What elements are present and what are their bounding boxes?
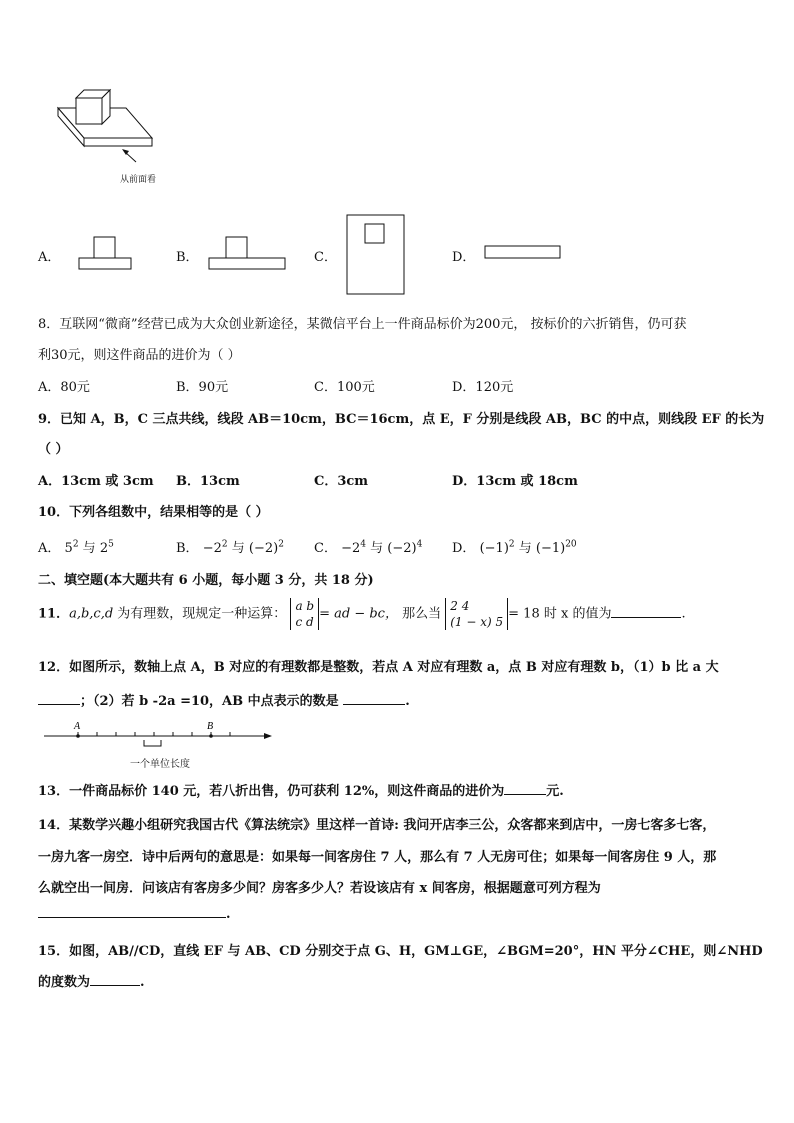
q10-a-mid: 与 <box>78 541 100 556</box>
q11-determinant-1 <box>290 598 319 630</box>
q11-number: 11． <box>38 606 70 622</box>
q9-line2: （ ） <box>38 442 69 457</box>
q8-option-d: D．120元 <box>452 380 514 395</box>
q10-b-exp2: 2 <box>278 539 284 550</box>
q11-vars: a,b,c,d <box>69 606 114 622</box>
q11-det1-row2: c d <box>295 615 314 629</box>
q10-c-base1: −2 <box>341 541 361 556</box>
q14-end: . <box>226 907 231 922</box>
q10-option-d <box>452 537 577 556</box>
q11-text2: 那么当 <box>397 606 442 622</box>
q13-answer-blank[interactable] <box>504 782 546 795</box>
point-a-label: A <box>74 721 81 732</box>
q15-end: . <box>140 975 145 990</box>
q11-eq2: = 18 时 x 的值为 <box>508 606 612 622</box>
q14-line4 <box>38 905 231 922</box>
point-b-label: B <box>207 721 214 732</box>
q10-b-base1: −2 <box>202 541 222 556</box>
q12-answer-blank-2[interactable] <box>343 692 405 705</box>
q8-line2: 利30元，则这件商品的进价为（ ） <box>38 348 241 363</box>
q11-det1-row1: a b <box>295 599 315 613</box>
q9-option-a: A．13cm 或 3cm <box>38 474 154 489</box>
q14-line2: 一房九客一房空．诗中后两句的意思是：如果每一间客房住 7 人，那么有 7 人无房可住；如果每一间客房住 9 人，那 <box>38 850 717 865</box>
q10-d-exp1: 2 <box>508 539 515 550</box>
q10-stem: 10．下列各组数中，结果相等的是（ ） <box>38 505 269 520</box>
q15-line2-text: 的度数为 <box>38 975 91 990</box>
figure-caption: 从前面看 <box>120 175 157 185</box>
q10-option-b-label: B． <box>176 541 199 556</box>
q10-option-c-label: C． <box>314 541 337 556</box>
q10-c-exp2: 4 <box>416 539 423 550</box>
q10-c-mid: 与 <box>366 541 388 556</box>
q15-answer-blank[interactable] <box>90 973 140 986</box>
q11-determinant-2 <box>445 598 508 630</box>
q10-a-exp1: 2 <box>72 539 79 550</box>
q7-option-d-label: D． <box>452 250 476 265</box>
q13-line <box>38 780 564 799</box>
point-b-dot <box>209 734 213 738</box>
q10-c-exp1: 4 <box>360 539 366 550</box>
q10-d-base1: (−1) <box>479 541 509 556</box>
q10-d-exp2: 20 <box>565 539 577 550</box>
q15-line2 <box>38 971 145 990</box>
q12-answer-blank-1[interactable] <box>38 692 80 705</box>
q12-line2 <box>38 690 410 709</box>
q15-line1: 15．如图，AB//CD，直线 EF 与 AB、CD 分别交于点 G、H，GM⊥GE，∠BGM=20°，HN 平分∠CHE，则∠NHD <box>38 944 763 959</box>
q11-det2-row2: (1 − x) 5 <box>450 615 504 629</box>
q14-line1: 14．某数学兴趣小组研究我国古代《算法统宗》里这样一首诗: 我问开店李三公，众客都来到店中，一房七客多七客， <box>38 818 716 833</box>
unit-bracket <box>144 740 161 746</box>
q11-det2-row1: 2 4 <box>450 599 470 613</box>
q13-text: 13．一件商品标价 140 元，若八折出售，仍可获利 12%，则这件商品的进价为 <box>38 784 505 799</box>
q10-c-base2: (−2) <box>387 541 417 556</box>
q11-line <box>38 598 686 630</box>
q11-eq1: = ad − bc， <box>319 606 398 622</box>
q11-text1: 为有理数，现规定一种运算： <box>113 606 287 622</box>
q8-option-a: A．80元 <box>38 380 90 395</box>
q12-line2-text: ；（2）若 b -2a =10，AB 中点表示的数是 <box>80 694 339 709</box>
q12-line2-end: . <box>405 694 410 709</box>
q10-a-base2: 2 <box>99 541 109 556</box>
point-a-dot <box>76 734 80 738</box>
q9-option-d: D．13cm 或 18cm <box>452 474 578 489</box>
number-line-ticks <box>78 732 230 736</box>
q10-option-d-label: D． <box>452 541 476 556</box>
q7-option-c-figure <box>346 214 406 296</box>
q10-b-exp1: 2 <box>221 539 228 550</box>
q7-option-c-label: C． <box>314 250 337 265</box>
q9-line1: 9．已知 A，B，C 三点共线，线段 AB＝10cm，BC＝16cm，点 E，F 分别是线段 AB，BC 的中点，则线段 EF 的长为 <box>38 412 765 427</box>
q10-option-a <box>38 537 114 556</box>
q7-option-a-label: A． <box>38 250 61 265</box>
q14-line3: 么就空出一间房．问该店有客房多少间？房客多少人？若设该店有 x 间客房，根据题意可列方程为 <box>38 881 601 896</box>
section-title: 二、填空题(本大题共有 6 小题，每小题 3 分，共 18 分) <box>38 573 374 588</box>
q8-option-b: B．90元 <box>176 380 229 395</box>
q10-a-exp2: 5 <box>108 539 114 550</box>
q12-line1: 12．如图所示，数轴上点 A，B 对应的有理数都是整数，若点 A 对应有理数 a，点 B 对应有理数 b，（1）b 比 a 大 <box>38 660 719 675</box>
q8-line1: 8．互联网“微商”经营已成为大众创业新途径，某微信平台上一件商品标价为200元， 按标价的六折销售，仍可获 <box>38 317 687 332</box>
unit-length-label: 一个单位长度 <box>130 759 190 770</box>
q13-end: 元. <box>546 784 564 799</box>
q10-option-c <box>314 537 422 556</box>
q10-b-mid: 与 <box>227 541 249 556</box>
q8-option-c: C．100元 <box>314 380 375 395</box>
q7-option-d-figure <box>484 244 562 260</box>
q9-option-b: B．13cm <box>176 474 240 489</box>
q10-d-mid: 与 <box>514 541 536 556</box>
q11-answer-blank[interactable] <box>611 605 681 618</box>
q14-answer-blank[interactable] <box>38 905 226 918</box>
q10-option-a-label: A． <box>38 541 61 556</box>
q10-d-base2: (−1) <box>535 541 566 556</box>
q7-option-b-label: B． <box>176 250 199 265</box>
q7-option-a-figure <box>78 236 134 272</box>
q11-end: . <box>681 606 686 622</box>
q9-option-c: C．3cm <box>314 474 369 489</box>
q7-option-b-figure <box>208 236 288 272</box>
q10-a-base1: 5 <box>64 541 73 556</box>
q10-option-b <box>176 537 284 556</box>
q10-b-base2: (−2) <box>248 541 279 556</box>
